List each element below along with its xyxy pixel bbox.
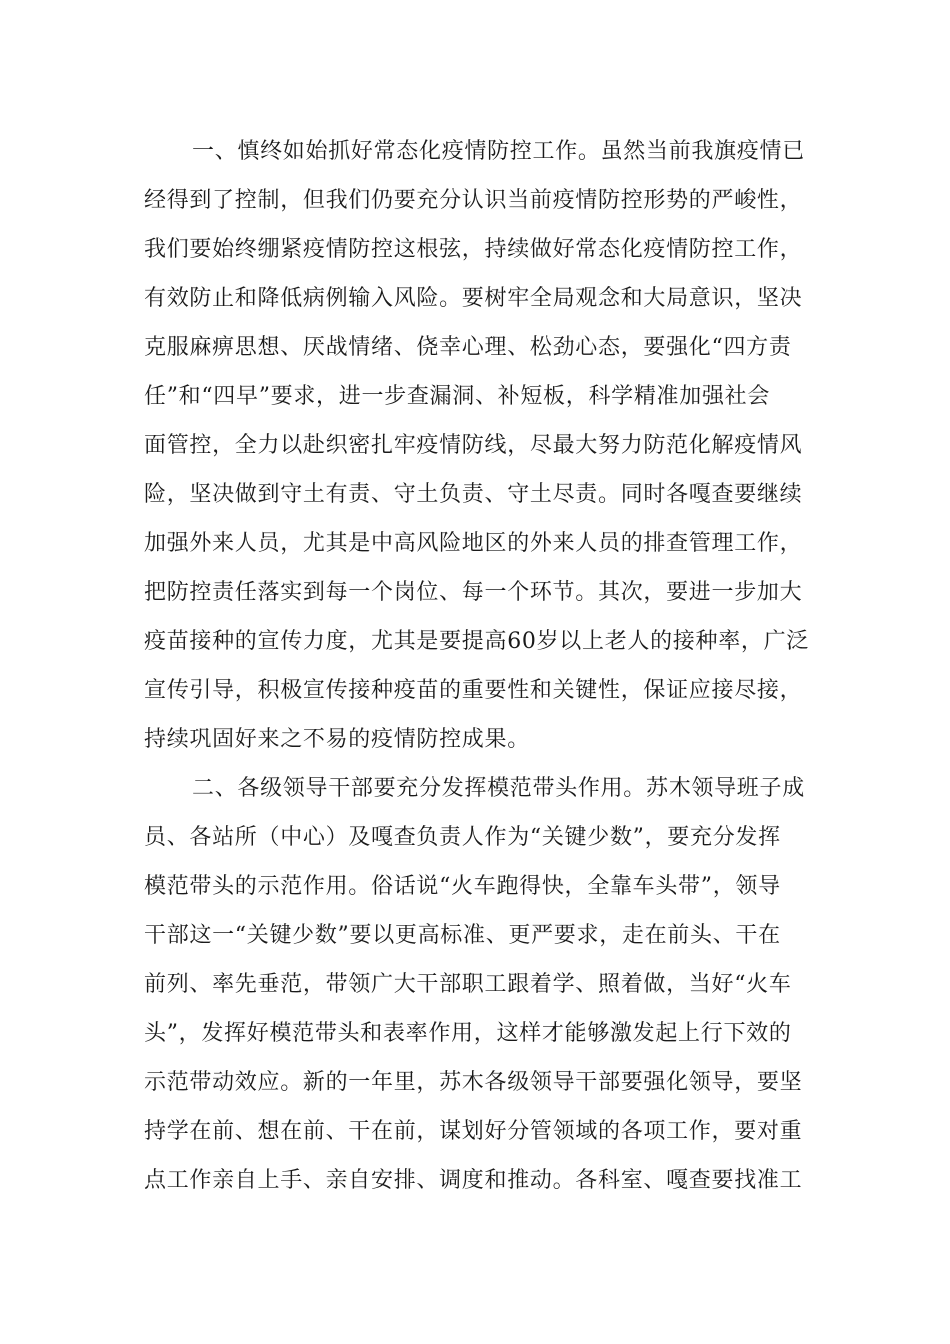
paragraph-1-line-12: 宣传引导，积极宣传接种疫苗的重要性和关键性，保证应接尽接， [144,678,803,703]
paragraph-2-line-9: 点工作亲自上手、亲自安排、调度和推动。各科室、嘎查要找准工 [144,1168,803,1193]
paragraph-1-line-1: 一、慎终如始抓好常态化疫情防控工作。虽然当前我旗疫情已 [192,139,805,164]
paragraph-1-line-4: 有效防止和降低病例输入风险。要树牢全局观念和大局意识，坚决 [144,286,803,311]
paragraph-2-line-6: 头”，发挥好模范带头和表率作用，这样才能够激发起上行下效的 [144,1021,792,1046]
paragraph-1-line-3: 我们要始终绷紧疫情防控这根弦，持续做好常态化疫情防控工作， [144,237,803,262]
paragraph-1-line-7: 面管控，全力以赴织密扎牢疫情防线，尽最大努力防范化解疫情风 [144,433,803,458]
paragraph-1-line-11: 疫苗接种的宣传力度，尤其是要提高60岁以上老人的接种率，广泛 [144,629,809,654]
paragraph-1-line-13: 持续巩固好来之不易的疫情防控成果。 [144,727,530,752]
paragraph-1-line-9: 加强外来人员，尤其是中高风险地区的外来人员的排查管理工作， [144,531,803,556]
paragraph-2-line-4: 干部这一“关键少数”要以更高标准、更严要求，走在前头、干在 [144,923,781,948]
paragraph-2-line-8: 持学在前、想在前、干在前，谋划好分管领域的各项工作，要对重 [144,1119,803,1144]
paragraph-2-line-3: 模范带头的示范作用。俗话说“火车跑得快，全靠车头带”，领导 [144,874,781,899]
paragraph-2-line-1: 二、各级领导干部要充分发挥模范带头作用。苏木领导班子成 [192,776,805,801]
paragraph-1-line-10: 把防控责任落实到每一个岗位、每一个环节。其次，要进一步加大 [144,580,803,605]
paragraph-2-line-5: 前列、率先垂范，带领广大干部职工跟着学、照着做，当好“火车 [144,972,792,997]
paragraph-1-line-8: 险，坚决做到守土有责、守土负责、守土尽责。同时各嘎查要继续 [144,482,803,507]
paragraph-1-line-5: 克服麻痹思想、厌战情绪、侥幸心理、松劲心态，要强化“四方责 [144,335,792,360]
paragraph-2-line-7: 示范带动效应。新的一年里，苏木各级领导干部要强化领导，要坚 [144,1070,803,1095]
paragraph-1-line-2: 经得到了控制，但我们仍要充分认识当前疫情防控形势的严峻性， [144,188,803,213]
paragraph-1-line-6: 任”和“四早”要求，进一步查漏洞、补短板，科学精准加强社会 [144,384,771,409]
paragraph-2-line-2: 员、各站所（中心）及嘎查负责人作为“关键少数”，要充分发挥 [144,825,781,850]
